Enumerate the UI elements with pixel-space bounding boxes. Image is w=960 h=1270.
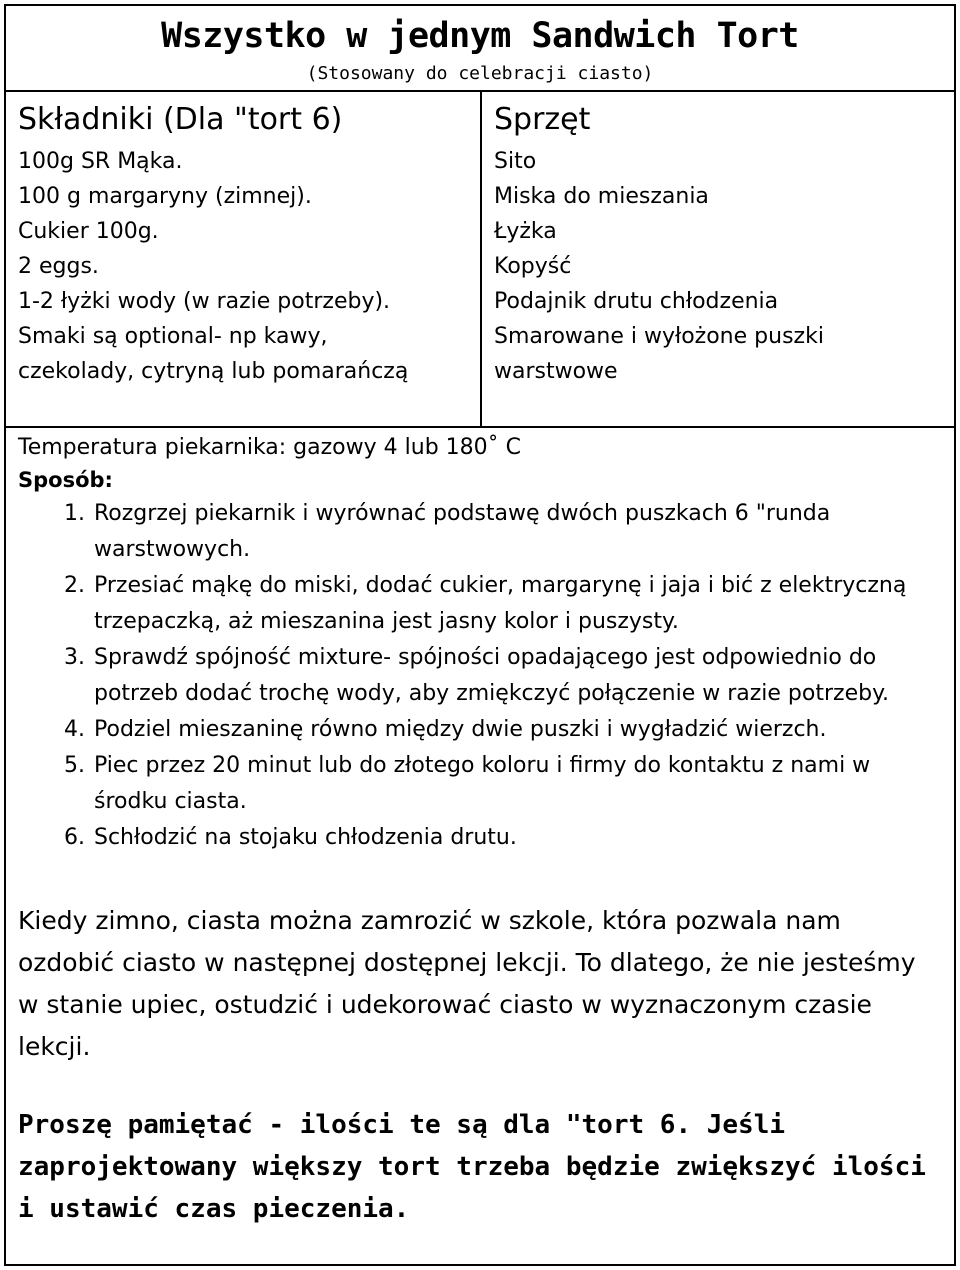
- list-item: [18, 748, 942, 820]
- step-text: Rozgrzej piekarnik i wyrównać podstawę dwóch puszkach 6 "runda warstwowych.: [94, 501, 831, 562]
- title-section: [6, 6, 954, 92]
- list-item: [18, 496, 942, 568]
- equipment-line: warstwowe: [494, 359, 618, 384]
- step-number: 6.: [64, 825, 85, 850]
- step-text: Schłodzić na stojaku chłodzenia drutu.: [94, 825, 517, 850]
- freezing-note: Kiedy zimno, ciasta można zamrozić w szkole, która pozwala nam ozdobić ciasto w następnej dostępnej lekcji. To dlatego, że nie jesteśmy w stanie upiec, ostudzić i udekorować ciasto w wyznaczonym czasie lekcji.: [18, 906, 916, 1061]
- equipment-column: [482, 92, 954, 426]
- step-text: Sprawdź spójność mixture- spójności opadającego jest odpowiednio do potrzeb dodać trochę wody, aby zmiękczyć połączenie w razie potrzeby.: [94, 645, 889, 706]
- step-number: 2.: [64, 573, 85, 598]
- step-number: 3.: [64, 645, 85, 670]
- recipe-sheet: [4, 4, 956, 1266]
- equipment-line: Łyżka: [494, 219, 557, 244]
- ingredient-line: 100g SR Mąka.: [18, 149, 183, 174]
- quantity-warning: Proszę pamiętać - ilości te są dla "tort 6. Jeśli zaprojektowany większy tort trzeba będzie zwiększyć ilości i ustawić czas pieczenia.: [18, 1110, 926, 1224]
- step-number: 4.: [64, 717, 85, 742]
- recipe-subtitle: (Stosowany do celebracji ciasto): [306, 63, 654, 84]
- ingredient-line: 100 g margaryny (zimnej).: [18, 184, 312, 209]
- equipment-heading: Sprzęt: [494, 102, 591, 137]
- equipment-line: Sito: [494, 149, 537, 174]
- list-item: [18, 640, 942, 712]
- oven-temperature: Temperatura piekarnika: gazowy 4 lub 180˚ C: [18, 435, 521, 460]
- ingredients-column: [6, 92, 482, 426]
- ingredient-line: Cukier 100g.: [18, 219, 159, 244]
- step-text: Podziel mieszaninę równo między dwie puszki i wygładzić wierzch.: [94, 717, 827, 742]
- method-section: [6, 428, 954, 1264]
- step-text: Piec przez 20 minut lub do złotego koloru i firmy do kontaktu z nami w środku ciasta.: [94, 753, 871, 814]
- equipment-line: Miska do mieszania: [494, 184, 709, 209]
- equipment-line: Kopyść: [494, 254, 572, 279]
- step-text: Przesiać mąkę do miski, dodać cukier, margarynę i jaja i bić z elektryczną trzepaczką, aż mieszanina jest jasny kolor i puszysty.: [94, 573, 907, 634]
- ingredient-line: Smaki są optional- np kawy,: [18, 324, 328, 349]
- method-steps: [18, 496, 942, 856]
- recipe-title: Wszystko w jednym Sandwich Tort: [161, 16, 799, 56]
- list-item: [18, 712, 942, 748]
- ingredient-line: 1-2 łyżki wody (w razie potrzeby).: [18, 289, 391, 314]
- list-item: [18, 568, 942, 640]
- equipment-line: Podajnik drutu chłodzenia: [494, 289, 779, 314]
- method-label: Sposób:: [18, 468, 113, 492]
- step-number: 1.: [64, 501, 85, 526]
- ingredient-line: czekolady, cytryną lub pomarańczą: [18, 359, 409, 384]
- ingredients-heading: Składniki (Dla "tort 6): [18, 102, 343, 137]
- list-item: [18, 820, 942, 856]
- step-number: 5.: [64, 753, 85, 778]
- ingredient-line: 2 eggs.: [18, 254, 99, 279]
- equipment-line: Smarowane i wyłożone puszki: [494, 324, 824, 349]
- ingredients-equipment-table: [6, 92, 954, 428]
